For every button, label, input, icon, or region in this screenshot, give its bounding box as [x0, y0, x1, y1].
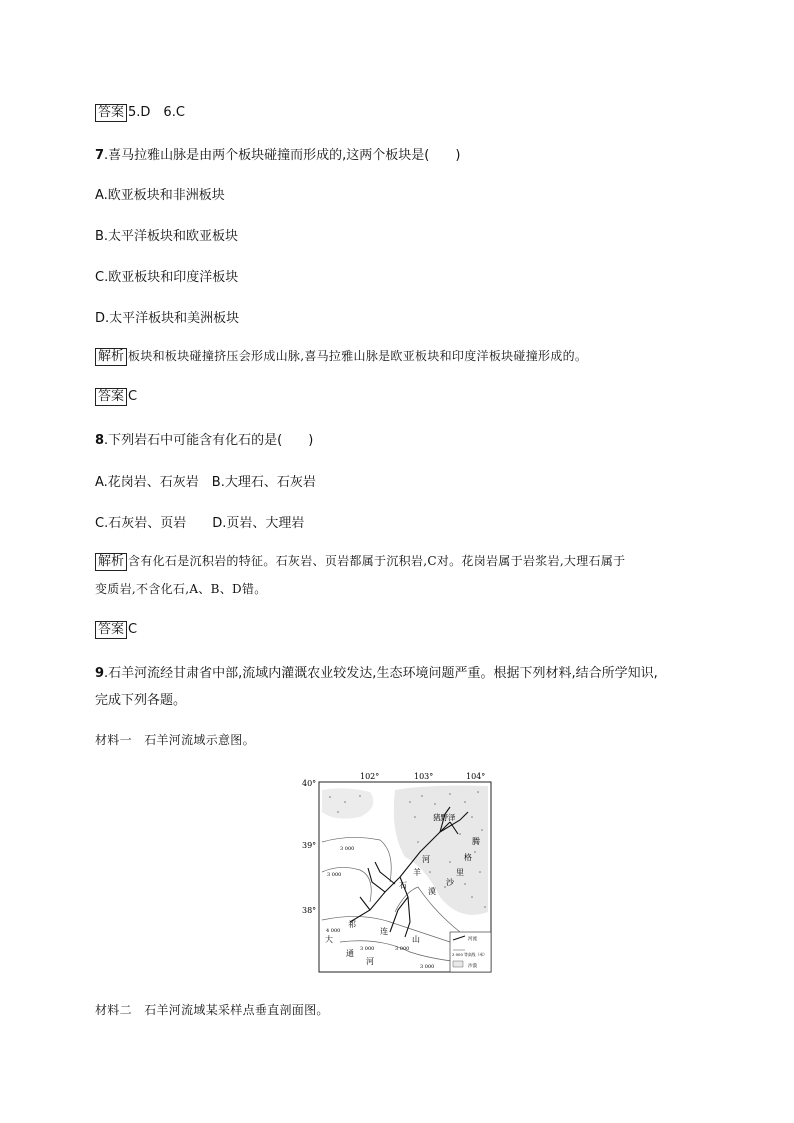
- contour-label: 3 000: [340, 846, 355, 852]
- legend-river: 河流: [468, 937, 477, 942]
- answer-7: [95, 388, 137, 406]
- river-char-1: 石: [399, 881, 407, 890]
- legend-desert: 沙漠: [468, 964, 477, 969]
- map-legend: [450, 932, 491, 972]
- analysis-tag: 解析: [95, 553, 127, 571]
- shiyang-river-basin-map: [300, 772, 500, 974]
- analysis-text: 含有化石是沉积岩的特征。石灰岩、页岩都属于沉积岩,C对。花岗岩属于岩浆岩,大理石属于: [128, 554, 626, 568]
- option-a: A.欧亚板块和非洲板块: [95, 188, 225, 203]
- analysis-8-line-1: [95, 552, 625, 571]
- answer-8: [95, 621, 137, 639]
- river-char-2: 羊: [413, 868, 421, 877]
- lat-label-39: 39°: [302, 841, 317, 850]
- desert-char-5: 漠: [428, 887, 436, 896]
- question-text-end: ): [455, 148, 461, 163]
- desert-char-4: 沙: [446, 878, 454, 887]
- question-7-stem: [95, 144, 460, 163]
- question-9-stem-line-2: 完成下列各题。: [95, 693, 187, 708]
- contour-label: 4 000: [326, 928, 341, 934]
- desert-char-2: 格: [464, 853, 472, 862]
- river2-char-3: 河: [366, 957, 374, 966]
- options-row-2: C.石灰岩、页岩 D.页岩、大理岩: [95, 516, 305, 531]
- lon-label-104: 104°: [466, 772, 486, 781]
- lake-label: 猪野泽: [433, 813, 456, 822]
- options-row-1: A.花岗岩、石灰岩 B.大理石、石灰岩: [95, 475, 316, 490]
- analysis-8-line-2: 变质岩,不含化石,A、B、D错。: [95, 582, 267, 596]
- question-number: 9: [95, 666, 105, 681]
- question-8-stem: [95, 429, 313, 448]
- answer-tag: 答案: [95, 621, 127, 639]
- river-char-3: 河: [422, 855, 430, 864]
- desert-char-1: 腾: [472, 837, 480, 846]
- question-number: 8: [95, 433, 105, 448]
- option-b: B.太平洋板块和欧亚板块: [95, 229, 239, 244]
- question-text: .喜马拉雅山脉是由两个板块碰撞而形成的,这两个板块是(: [104, 148, 430, 163]
- question-text: .下列岩石中可能含有化石的是(: [104, 433, 283, 448]
- question-number: 7: [95, 148, 105, 163]
- analysis-7: [95, 347, 587, 366]
- analysis-text: 板块和板块碰撞挤压会形成山脉,喜马拉雅山脉是欧亚板块和印度洋板块碰撞形成的。: [128, 349, 588, 363]
- river2-char-1: 大: [325, 935, 333, 944]
- option-c: C.欧亚板块和印度洋板块: [95, 270, 239, 285]
- mountain-char-3: 山: [412, 935, 420, 944]
- analysis-tag: 解析: [95, 348, 127, 366]
- contour-label: 3 000: [327, 872, 342, 878]
- answer-tag: 答案: [95, 388, 127, 406]
- question-9-stem-line-1: [95, 662, 658, 681]
- lon-label-103: 103°: [414, 772, 434, 781]
- lat-label-38: 38°: [302, 906, 317, 915]
- answer-tag: 答案: [95, 104, 127, 122]
- river2-char-2: 通: [346, 949, 354, 958]
- contour-label: 3 000: [360, 946, 375, 952]
- answer-text: C: [128, 389, 138, 404]
- lon-label-102: 102°: [360, 772, 380, 781]
- mountain-char-1: 祁: [348, 920, 356, 929]
- question-text-end: ): [308, 433, 314, 448]
- legend-contour: 3 000 等高线（米）: [452, 952, 487, 957]
- mountain-char-2: 连: [380, 927, 388, 936]
- desert-char-3: 里: [456, 868, 464, 877]
- answer-text: 5.D 6.C: [128, 105, 185, 120]
- material-2-caption: 材料二 石羊河流域某采样点垂直剖面图。: [95, 1003, 329, 1017]
- lat-label-40: 40°: [302, 779, 317, 788]
- material-1-caption: 材料一 石羊河流域示意图。: [95, 733, 255, 747]
- contour-label: 3 000: [395, 946, 410, 952]
- answer-text: C: [128, 622, 138, 637]
- contour-label: 3 000: [420, 964, 435, 970]
- question-text: .石羊河流经甘肃省中部,流域内灌溉农业较发达,生态环境问题严重。根据下列材料,结合所学知识,: [104, 666, 658, 681]
- answer-5-6: [95, 101, 185, 122]
- option-d: D.太平洋板块和美洲板块: [95, 311, 240, 326]
